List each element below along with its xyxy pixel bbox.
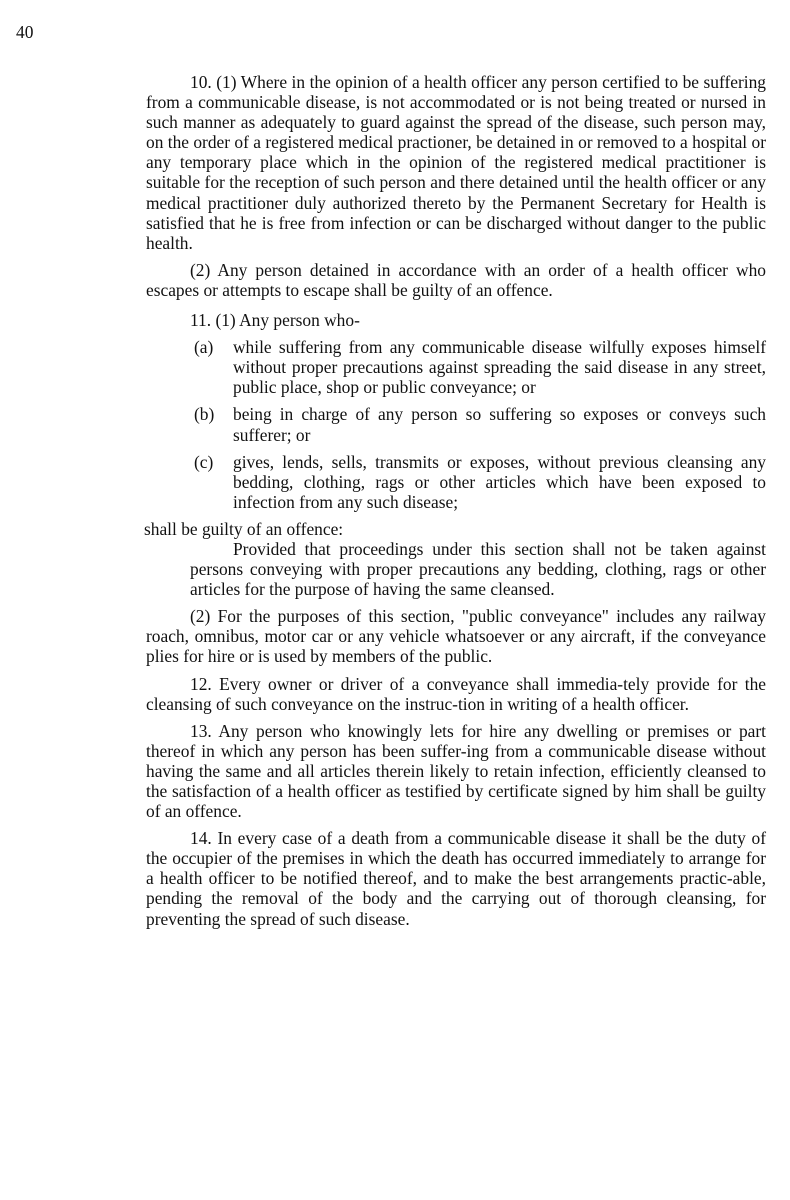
section-11-subsection-2: (2) For the purposes of this section, "public conveyance" includes any railway roach, omnibus, motor car or any vehicle whatsoever or any aircraft, if the conveyance plies for hire or is used by members of the public. (146, 606, 766, 667)
section-11-guilty-clause: shall be guilty of an offence: (144, 518, 344, 539)
section-13: 13. Any person who knowingly lets for hire any dwelling or premises or part thereof in which any person has been suffer-ing from a communicable disease without having the same and all articles therein likely to retain infection, efficiently cleansed to the satisfaction of a health officer as testified by certificate signed by him shall be guilty of an offence. (146, 720, 766, 822)
section-11-item-c (146, 452, 766, 512)
section-12: 12. Every owner or driver of a conveyance shall immedia-tely provide for the cleansing of such conveyance on the instruc-tion in writing of a health officer. (146, 673, 766, 714)
item-marker: (a) (194, 337, 214, 358)
section-10-subsection-1: 10. (1) Where in the opinion of a health officer any person certified to be suffering from a communicable disease, is not accommodated or is not being treated or nursed in such manner as adequately to guard against the spread of the disease, such person may, on the order of a registered medical practioner, be detained in or removed to a hospital or any temporary place which in the opinion of the registered medical practitioner is suitable for the reception of such person and there detained until the health officer or any medical practitioner duly authorized thereto by the Permanent Secretary for Health is satisfied that he is free from infection or can be discharged without danger to the public health. (146, 72, 766, 253)
item-marker: (b) (194, 404, 215, 425)
section-14: 14. In every case of a death from a communicable disease it shall be the duty of the occupier of the premises in which the death has occurred immediately to arrange for a health officer to be notified thereof, and to make the best arrangements practic-able, pending the removal of the body and the carrying out of thorough cleansing, for preventing the spread of such disease. (146, 828, 766, 929)
section-11-proviso: Provided that proceedings under this section shall not be taken against persons conveying with proper precautions any bedding, clothing, rags or other articles for the purpose of having the same cleansed. (190, 538, 766, 600)
section-11-item-a (146, 337, 766, 397)
section-11-intro: 11. (1) Any person who- (190, 310, 360, 331)
page-number: 40 (16, 22, 34, 42)
item-text: while suffering from any communicable disease wilfully exposes himself without proper precautions against spreading the said disease in any street, public place, shop or public conveyance; or (233, 337, 766, 398)
item-text: being in charge of any person so suffering so exposes or conveys such sufferer; or (233, 404, 766, 445)
section-11-item-b (146, 404, 766, 444)
document-body (146, 72, 766, 929)
item-text: gives, lends, sells, transmits or exposes, without previous cleansing any bedding, clothing, rags or other articles which have been exposed to infection from any such disease; (233, 451, 766, 512)
item-marker: (c) (194, 451, 214, 472)
section-10-subsection-2: (2) Any person detained in accordance with an order of a health officer who escapes or attempts to escape shall be guilty of an offence. (146, 259, 766, 300)
